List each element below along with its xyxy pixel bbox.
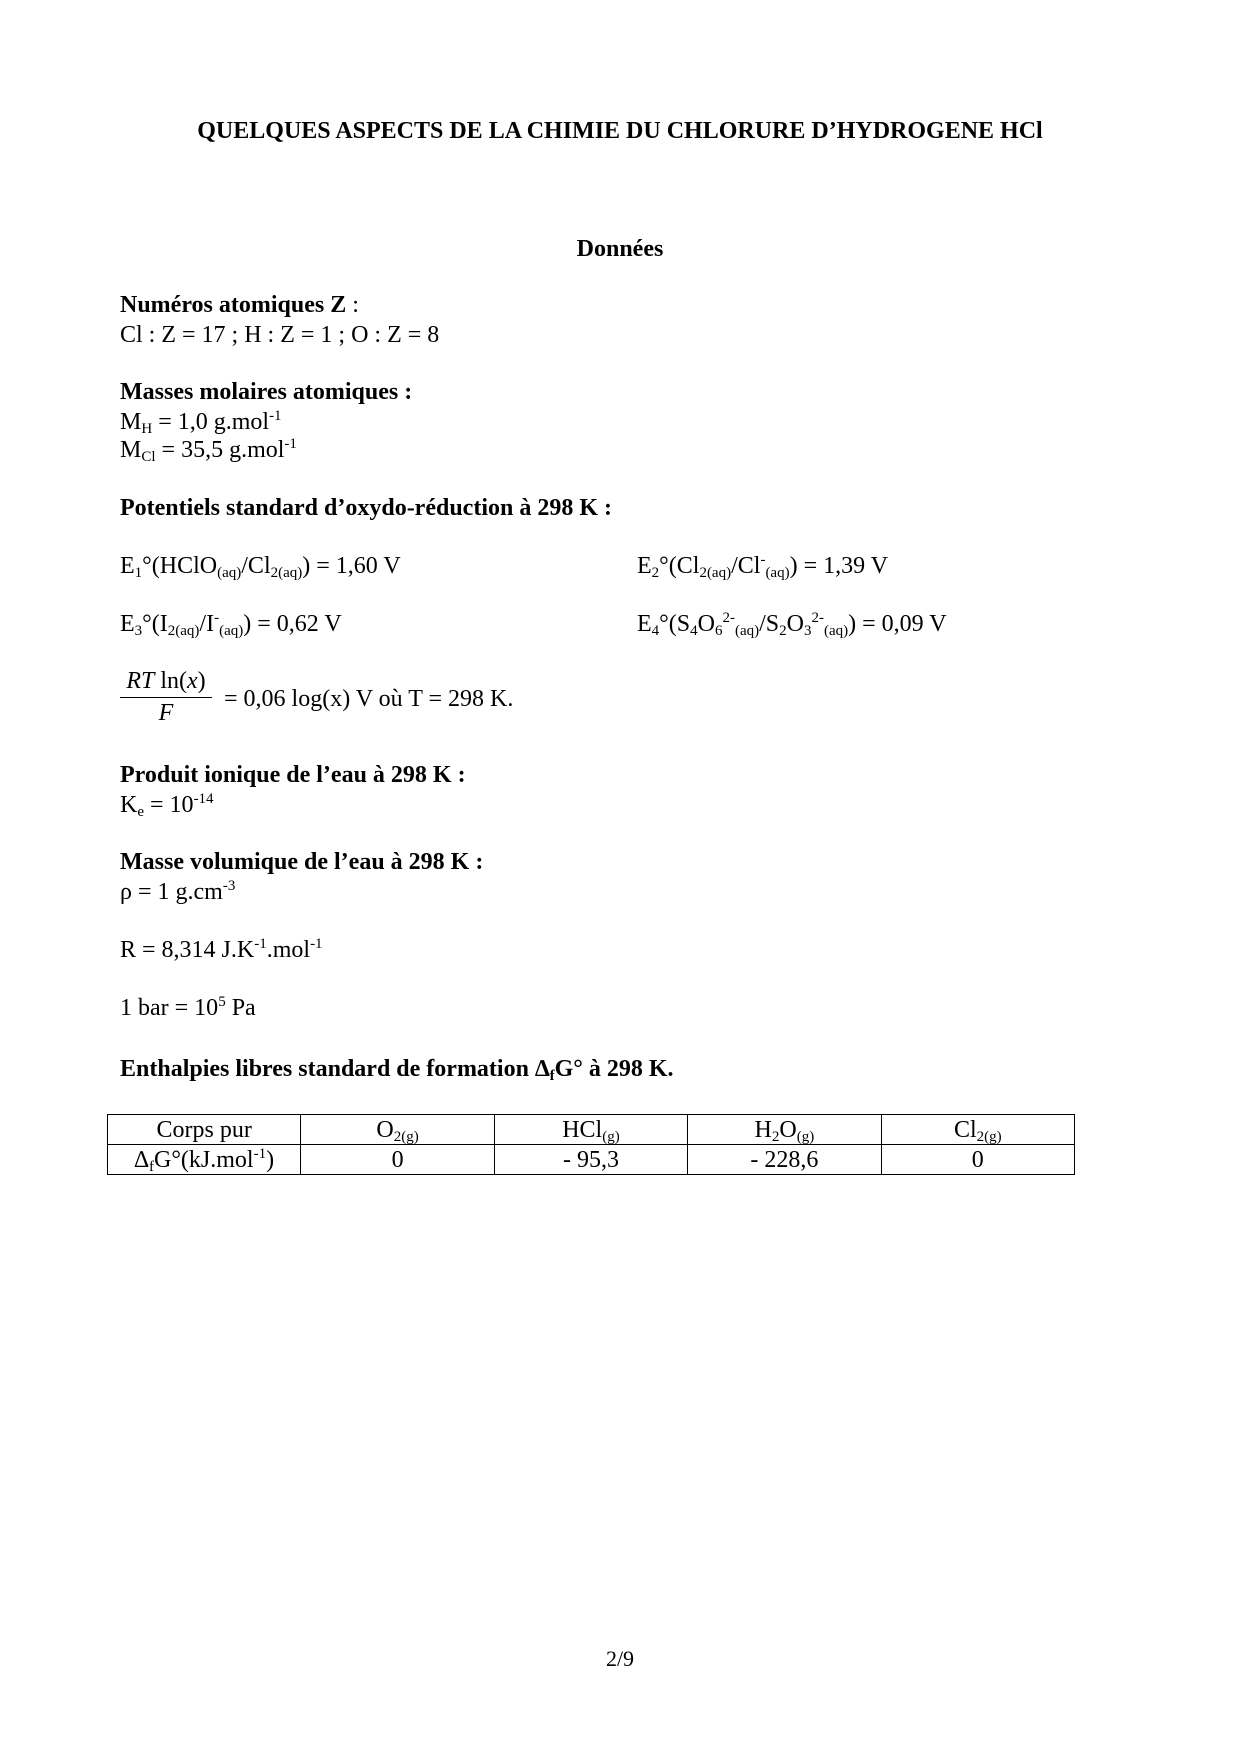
table-row [108, 1145, 1075, 1175]
molar-mass-h-value: = 1,0 g.mol [152, 409, 270, 435]
e4-index: 4 [651, 623, 660, 639]
e1-sub-1: (aq) [217, 565, 242, 581]
e4-sub-4: 2 [779, 623, 787, 639]
page-number: 2/9 [605, 1646, 635, 1671]
o2-formula: O [376, 1116, 394, 1143]
table-header-row [108, 1115, 1075, 1145]
table-header-hcl [494, 1115, 687, 1145]
e4-part-e: ) = 0,09 V [848, 611, 947, 637]
e4-sup-1: 2- [722, 610, 735, 626]
molar-mass-cl-exp: -1 [284, 436, 297, 452]
e3-part-b: /I [199, 611, 215, 637]
potentials-heading: Potentiels standard d’oxydo-réduction à 298 K : [120, 495, 612, 521]
molar-masses-heading: Masses molaires atomiques : [120, 379, 413, 405]
e4-sub-2: 6 [714, 623, 723, 639]
bar-a: 1 bar = 10 [120, 995, 219, 1021]
gas-constant-exp-1: -1 [254, 936, 267, 952]
table-header-cl2 [881, 1115, 1074, 1145]
e3-sub-2: (aq) [219, 623, 244, 639]
e2-part-a: °(Cl [659, 553, 700, 579]
table-row-label [108, 1145, 301, 1175]
potential-e3 [120, 611, 342, 638]
h2o-sub-1: 2 [771, 1128, 780, 1145]
ke-exp: -14 [193, 791, 214, 807]
gas-constant-b: .mol [266, 937, 311, 963]
density-heading: Masse volumique de l’eau à 298 K : [120, 849, 484, 875]
e2-part-b: /Cl [731, 553, 761, 579]
e2-sub-2: (aq) [765, 565, 790, 581]
e4-part-b: O [697, 611, 715, 637]
ke-symbol: K [120, 792, 138, 818]
table-cell-h2o: - 228,6 [688, 1145, 881, 1175]
ionic-product-value [120, 792, 214, 819]
e4-part-d: O [786, 611, 804, 637]
table-cell-o2: 0 [301, 1145, 494, 1175]
e2-sub-1: 2(aq) [699, 565, 732, 581]
row-label-c: ) [266, 1146, 275, 1173]
h2o-formula-o: O [779, 1116, 797, 1143]
e2-part-c: ) = 1,39 V [789, 553, 889, 579]
document-title: QUELQUES ASPECTS DE LA CHIMIE DU CHLORURE D’HYDROGENE HCl [197, 118, 1043, 144]
h2o-sub: (g) [796, 1128, 815, 1145]
enthalpy-heading [120, 1056, 674, 1083]
table-header-o2 [301, 1115, 494, 1145]
e1-part-b: /Cl [241, 553, 271, 579]
e3-label: E [120, 611, 135, 637]
potential-e4 [637, 611, 947, 638]
e3-part-c: ) = 0,62 V [243, 611, 342, 637]
e4-sub-5: 3 [803, 623, 812, 639]
bar-definition [120, 995, 256, 1022]
e3-part-a: °(I [142, 611, 168, 637]
row-label-delta: ∆ [134, 1146, 149, 1173]
atomic-numbers-heading [120, 292, 359, 319]
row-label-sub: f [148, 1158, 154, 1175]
ke-sub: e [137, 804, 145, 820]
e1-part-a: °(HClO [142, 553, 218, 579]
hcl-sub: (g) [602, 1128, 620, 1145]
e4-sub-3: (aq) [734, 623, 760, 639]
e4-sup-2: 2- [811, 610, 824, 626]
ke-value: = 10 [144, 792, 194, 818]
atomic-numbers-colon: : [346, 292, 359, 318]
e1-index: 1 [134, 565, 143, 581]
h2o-formula-h: H [754, 1116, 772, 1143]
hcl-formula: HCl [562, 1116, 603, 1143]
o2-sub: 2(g) [393, 1128, 419, 1145]
e3-sup: - [214, 610, 220, 626]
table-header-h2o [688, 1115, 881, 1145]
e4-label: E [637, 611, 652, 637]
row-label-exp: -1 [253, 1145, 267, 1162]
formation-enthalpy-table [107, 1114, 1075, 1175]
molar-mass-cl [120, 437, 297, 464]
e4-sub-6: (aq) [823, 623, 849, 639]
nernst-equation-rest: = 0,06 log(x) V où T = 298 K. [224, 686, 514, 712]
bar-exp: 5 [218, 994, 226, 1010]
e4-part-c: /S [759, 611, 780, 637]
molar-mass-cl-sub: Cl [141, 449, 156, 465]
table-cell-cl2: 0 [881, 1145, 1074, 1175]
e2-label: E [637, 553, 652, 579]
bar-b: Pa [225, 995, 256, 1021]
ionic-product-heading: Produit ionique de l’eau à 298 K : [120, 762, 466, 788]
nernst-close: ) [197, 668, 206, 694]
e4-part-a: °(S [659, 611, 691, 637]
table-header-label: Corps pur [108, 1115, 301, 1145]
nernst-denominator: F [158, 700, 174, 726]
e4-sub-1: 4 [690, 623, 698, 639]
e1-part-c: ) = 1,60 V [302, 553, 401, 579]
e2-index: 2 [651, 565, 660, 581]
molar-mass-cl-value: = 35,5 g.mol [155, 437, 285, 463]
nernst-x: x [187, 668, 198, 694]
rho-value: ρ = 1 g.cm [120, 879, 223, 905]
nernst-fraction [120, 668, 212, 727]
nernst-ln: ln( [154, 668, 188, 694]
atomic-numbers-heading-label: Numéros atomiques Z [120, 292, 347, 318]
e1-sub-2: 2(aq) [270, 565, 303, 581]
molar-mass-h-sub: H [141, 421, 153, 437]
enthalpy-heading-sub: f [549, 1068, 555, 1084]
fraction-bar [120, 697, 212, 698]
cl2-sub: 2(g) [976, 1128, 1002, 1145]
molar-mass-cl-symbol: M [120, 437, 142, 463]
molar-mass-h [120, 409, 282, 436]
gas-constant-exp-2: -1 [310, 936, 323, 952]
enthalpy-heading-a: Enthalpies libres standard de formation ∆ [120, 1056, 550, 1082]
atomic-numbers-values: Cl : Z = 17 ; H : Z = 1 ; O : Z = 8 [120, 322, 440, 348]
row-label-b: G°(kJ.mol [153, 1146, 254, 1173]
table-cell-hcl: - 95,3 [494, 1145, 687, 1175]
potential-e2 [637, 553, 888, 580]
e1-label: E [120, 553, 135, 579]
nernst-numerator [120, 668, 212, 695]
density-value [120, 879, 235, 906]
gas-constant-a: R = 8,314 J.K [120, 937, 255, 963]
section-heading-donnees: Données [576, 236, 664, 262]
enthalpy-heading-b: G° à 298 K. [554, 1056, 674, 1082]
nernst-rt: RT [126, 668, 155, 694]
potential-e1 [120, 553, 401, 580]
molar-mass-h-exp: -1 [269, 408, 282, 424]
gas-constant [120, 937, 323, 964]
molar-mass-h-symbol: M [120, 409, 142, 435]
cl2-formula: Cl [953, 1116, 977, 1143]
rho-exp: -3 [222, 878, 236, 894]
e3-sub-1: 2(aq) [167, 623, 200, 639]
e3-index: 3 [134, 623, 143, 639]
e2-sup: - [760, 552, 766, 568]
